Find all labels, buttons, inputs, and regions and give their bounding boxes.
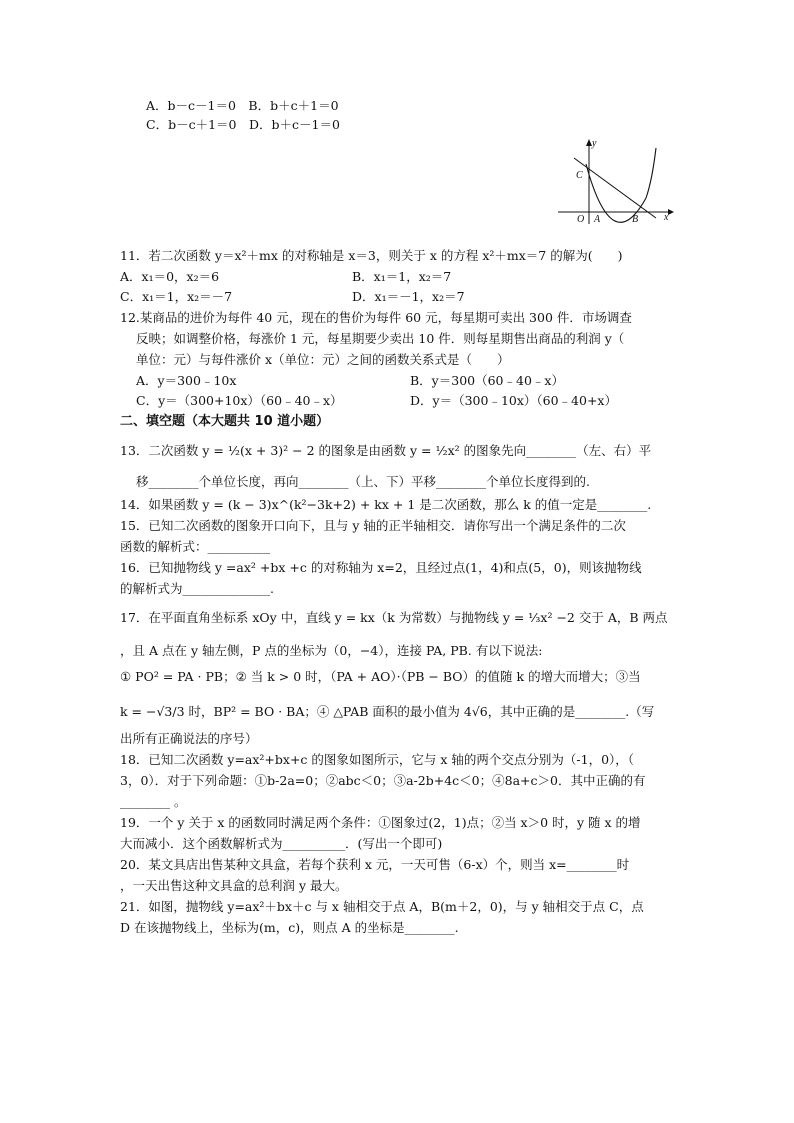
x-axis-label: x: [664, 212, 669, 223]
q13-line-1: 13．二次函数 y = ½(x + 3)² − 2 的图象是由函数 y = ½x² 的图象先向________（左、右）平: [120, 443, 652, 458]
parabola-curve: [586, 148, 656, 222]
straight-line: [574, 158, 656, 218]
q17-line-3: ① PO² = PA · PB；② 当 k > 0 时，（PA + AO）·（PB − BO）的值随 k 的增大而增大；③当: [120, 669, 641, 684]
q17-line-5: 出所有正确说法的序号）: [120, 731, 258, 746]
q16-line-2: 的解析式为______________.: [120, 581, 274, 596]
q12-stem-1: 12.某商品的进价为每件 40 元，现在的售价为每件 60 元，每星期可卖出 300 件．市场调查: [120, 310, 632, 325]
q10-options-ab: A．b－c－1＝0 B．b＋c＋1＝0: [146, 98, 339, 113]
q21-line-1: 21．如图，抛物线 y=ax²＋bx＋c 与 x 轴相交于点 A，B(m＋2，0)，与 y 轴相交于点 C，点: [120, 899, 644, 914]
q21-line-2: D 在该抛物线上，坐标为(m，c)，则点 A 的坐标是________.: [120, 920, 459, 935]
y-axis-label: y: [592, 138, 597, 149]
q12-option-d: D．y＝（300﹣10x）（60﹣40+x）: [410, 393, 617, 408]
q10-options-cd: C．b－c＋1＝0 D．b＋c－1＝0: [146, 117, 340, 132]
q10-parabola-figure: [556, 136, 676, 226]
q14: 14．如果函数 y = (k − 3)x^(k²−3k+2) + kx + 1 是二次函数，那么 k 的值一定是________.: [120, 497, 652, 512]
q11-option-a: A．x₁＝0，x₂＝6: [120, 269, 220, 284]
q19-line-1: 19．一个 y 关于 x 的函数同时满足两个条件：①图象过(2，1)点；②当 x＞0 时，y 随 x 的增: [120, 815, 641, 830]
q17-line-2: ，且 A 点在 y 轴左侧，P 点的坐标为（0，−4），连接 PA, PB. 有以下说法:: [120, 643, 543, 658]
section-heading-fill-in: 二、填空题（本大题共 10 道小题）: [120, 414, 330, 429]
point-b-label: B: [632, 214, 639, 225]
q20-line-1: 20．某文具店出售某种文具盒，若每个获利 x 元，一天可售（6-x）个，则当 x=________时: [120, 857, 630, 872]
q11-option-b: B．x₁＝1，x₂＝7: [352, 269, 452, 284]
q15-line-2: 函数的解析式：__________: [120, 539, 271, 554]
origin-label: O: [577, 214, 585, 225]
x-axis-arrow-icon: [668, 209, 674, 215]
q11-option-c: C．x₁＝1，x₂＝－7: [120, 289, 233, 304]
q18-line-3: ________ 。: [120, 794, 187, 809]
q18-line-2: 3，0）．对于下列命题：①b-2a=0；②abc＜0；③a-2b+4c＜0；④8a+c＞0．其中正确的有: [120, 773, 646, 788]
point-c-label: C: [576, 170, 583, 181]
q17-line-4: k = −√3/3 时，BP² = BO · BA；④ △PAB 面积的最小值为 4√6，其中正确的是________.（写: [120, 704, 655, 719]
q19-line-2: 大而减小．这个函数解析式为__________．(写出一个即可): [120, 836, 443, 851]
point-a-label: A: [594, 214, 601, 225]
q12-stem-3: 单位：元）与每件涨价 x（单位：元）之间的函数关系式是（ ）: [136, 352, 510, 367]
q12-option-a: A．y＝300﹣10x: [136, 373, 237, 388]
q11-stem: 11．若二次函数 y＝x²＋mx 的对称轴是 x＝3，则关于 x 的方程 x²＋mx＝7 的解为( ): [120, 248, 623, 263]
q17-line-1: 17．在平面直角坐标系 xOy 中，直线 y = kx（k 为常数）与抛物线 y = ⅓x² −2 交于 A，B 两点: [120, 610, 668, 625]
q16-line-1: 16．已知抛物线 y =ax² +bx +c 的对称轴为 x=2，且经过点(1，4)和点(5，0)，则该抛物线: [120, 560, 642, 575]
q12-option-b: B．y＝300（60﹣40﹣x）: [410, 373, 564, 388]
q12-stem-2: 反映；如调整价格，每涨价 1 元，每星期要少卖出 10 件．则每星期售出商品的利润 y（: [136, 331, 625, 346]
q15-line-1: 15．已知二次函数的图象开口向下，且与 y 轴的正半轴相交．请你写出一个满足条件的二次: [120, 518, 626, 533]
q18-line-1: 18．已知二次函数 y=ax²+bx+c 的图象如图所示，它与 x 轴的两个交点分别为（-1，0），（: [120, 752, 635, 767]
q13-line-2: 移________个单位长度，再向________（上、下）平移________个单位长度得到的.: [136, 474, 590, 489]
q12-option-c: C．y＝（300+10x）（60﹣40﹣x）: [136, 393, 343, 408]
q20-line-2: ，一天出售这种文具盒的总利润 y 最大。: [120, 878, 348, 893]
q11-option-d: D．x₁＝－1，x₂＝7: [352, 289, 465, 304]
